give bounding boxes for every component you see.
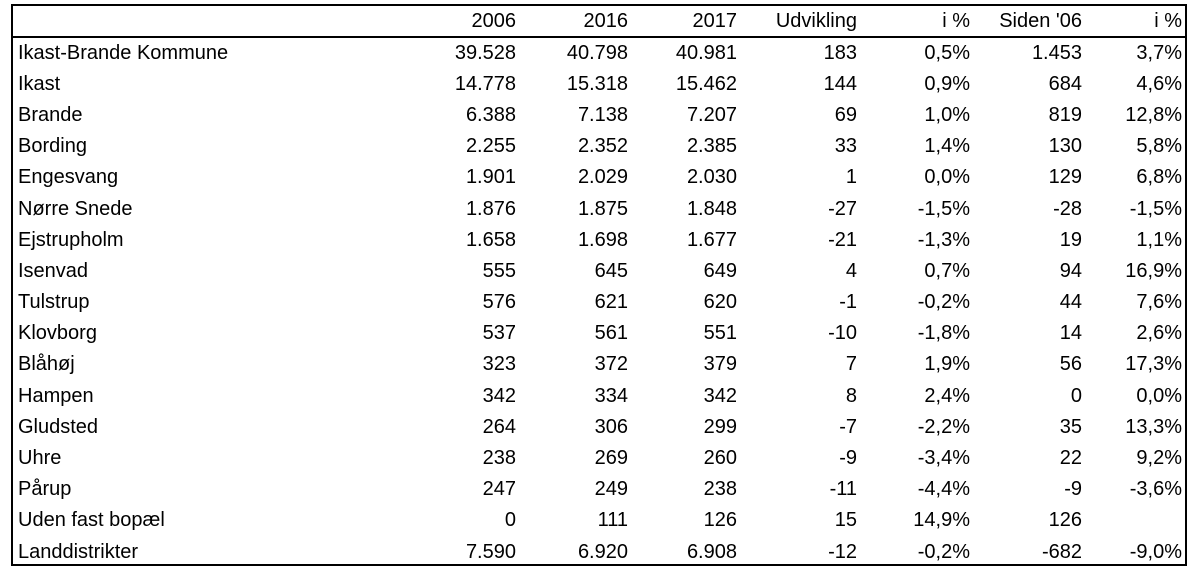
column-header-udvikling-pct: i % [942, 10, 970, 32]
table-row [13, 224, 1185, 255]
cell-area: Klovborg [18, 322, 97, 345]
cell-siden-06: 684 [1048, 72, 1082, 95]
cell-udvikling: 8 [845, 384, 857, 407]
cell-2006: 6.388 [465, 103, 516, 126]
table-row [13, 411, 1185, 442]
cell-udvikling-pct: 1,0% [924, 103, 970, 126]
table-row [13, 99, 1185, 130]
cell-area: Tulstrup [18, 291, 90, 314]
cell-area: Ikast-Brande Kommune [18, 42, 229, 65]
cell-2016: 1.875 [577, 197, 628, 220]
cell-udvikling-pct: -2,2% [917, 415, 970, 438]
cell-siden-06: -682 [1041, 540, 1082, 563]
cell-siden-06: 44 [1059, 291, 1082, 314]
cell-area: Uhre [18, 447, 62, 470]
column-header-siden-06: Siden '06 [999, 10, 1082, 32]
cell-udvikling-pct: 0,0% [924, 166, 970, 189]
cell-2016: 621 [594, 291, 628, 314]
cell-2006: 342 [482, 384, 516, 407]
table-row [13, 162, 1185, 193]
table-row [13, 255, 1185, 286]
cell-2016: 111 [597, 509, 628, 532]
cell-udvikling: 7 [845, 353, 857, 376]
cell-udvikling-pct: 0,7% [924, 259, 970, 282]
cell-2006: 537 [482, 322, 516, 345]
cell-udvikling: 144 [823, 72, 857, 95]
cell-area: Ikast [18, 72, 61, 95]
population-table-frame [11, 4, 1187, 566]
cell-2016: 334 [594, 384, 628, 407]
cell-2017: 649 [703, 259, 737, 282]
cell-udvikling: -10 [828, 322, 857, 345]
cell-2016: 7.138 [577, 103, 628, 126]
cell-siden-06: 22 [1059, 447, 1082, 470]
cell-2017: 6.908 [686, 540, 737, 563]
cell-2017: 620 [703, 291, 737, 314]
cell-siden-06: 130 [1048, 135, 1082, 158]
column-header-2006: 2006 [471, 10, 516, 32]
cell-udvikling-pct: -1,3% [917, 228, 970, 251]
cell-udvikling-pct: -1,5% [917, 197, 970, 220]
cell-udvikling-pct: 14,9% [913, 509, 970, 532]
cell-siden-06-pct: -3,6% [1129, 478, 1182, 501]
cell-udvikling-pct: 0,5% [924, 42, 970, 65]
cell-siden-06: 19 [1059, 228, 1082, 251]
cell-siden-06-pct: 0,0% [1136, 384, 1182, 407]
cell-siden-06-pct: 3,7% [1136, 42, 1182, 65]
table-row [13, 349, 1185, 380]
cell-udvikling-pct: 2,4% [924, 384, 970, 407]
cell-2006: 1.901 [465, 166, 516, 189]
column-header-2016: 2016 [583, 10, 628, 32]
column-header-2017: 2017 [692, 10, 737, 32]
cell-siden-06: 126 [1048, 509, 1082, 532]
cell-2016: 645 [594, 259, 628, 282]
cell-2017: 1.677 [686, 228, 737, 251]
cell-siden-06-pct: -9,0% [1129, 540, 1182, 563]
cell-2017: 238 [703, 478, 737, 501]
cell-udvikling: 69 [834, 103, 857, 126]
table-row [13, 287, 1185, 318]
cell-2017: 15.462 [675, 72, 737, 95]
cell-udvikling-pct: -3,4% [917, 447, 970, 470]
table-row [13, 536, 1185, 567]
cell-udvikling-pct: -0,2% [917, 540, 970, 563]
cell-2016: 372 [594, 353, 628, 376]
cell-2006: 238 [482, 447, 516, 470]
cell-udvikling-pct: 1,9% [924, 353, 970, 376]
cell-2006: 39.528 [454, 42, 516, 65]
cell-area: Pårup [18, 478, 72, 501]
cell-2006: 1.876 [465, 197, 516, 220]
cell-siden-06-pct: 1,1% [1136, 228, 1182, 251]
cell-2017: 379 [703, 353, 737, 376]
cell-udvikling: -12 [828, 540, 857, 563]
table-row [13, 380, 1185, 411]
cell-udvikling-pct: -1,8% [917, 322, 970, 345]
cell-udvikling: 1 [845, 166, 857, 189]
cell-siden-06-pct: 4,6% [1136, 72, 1182, 95]
cell-2006: 576 [482, 291, 516, 314]
cell-siden-06: 94 [1059, 259, 1082, 282]
cell-udvikling: 33 [834, 135, 857, 158]
table-body [13, 37, 1185, 567]
table-row [13, 193, 1185, 224]
cell-2017: 40.981 [675, 42, 737, 65]
cell-2017: 126 [703, 509, 737, 532]
cell-2016: 40.798 [566, 42, 628, 65]
cell-udvikling-pct: 1,4% [924, 135, 970, 158]
cell-siden-06: 14 [1059, 322, 1082, 345]
cell-siden-06: 0 [1070, 384, 1082, 407]
cell-siden-06-pct: 7,6% [1136, 291, 1182, 314]
cell-siden-06-pct: 17,3% [1125, 353, 1182, 376]
cell-area: Gludsted [18, 415, 99, 438]
cell-siden-06-pct: 16,9% [1125, 259, 1182, 282]
cell-2006: 2.255 [465, 135, 516, 158]
cell-udvikling-pct: -4,4% [917, 478, 970, 501]
cell-siden-06-pct: 9,2% [1136, 447, 1182, 470]
cell-siden-06-pct: 13,3% [1125, 415, 1182, 438]
cell-2017: 2.030 [686, 166, 737, 189]
cell-2006: 0 [504, 509, 516, 532]
table-row [13, 68, 1185, 99]
cell-area: Bording [18, 135, 87, 158]
column-header-area [13, 6, 388, 37]
cell-udvikling-pct: 0,9% [924, 72, 970, 95]
cell-udvikling: -11 [829, 478, 857, 501]
cell-siden-06-pct: -1,5% [1129, 197, 1182, 220]
cell-2016: 1.698 [577, 228, 628, 251]
table-row [13, 505, 1185, 536]
cell-area: Uden fast bopæl [18, 509, 165, 532]
cell-udvikling: -7 [839, 415, 857, 438]
table-row [13, 318, 1185, 349]
cell-udvikling: -21 [828, 228, 857, 251]
cell-area: Nørre Snede [18, 197, 133, 220]
cell-2017: 551 [703, 322, 737, 345]
cell-siden-06-pct [1085, 505, 1185, 536]
cell-udvikling: 4 [845, 259, 857, 282]
cell-udvikling: 15 [834, 509, 857, 532]
cell-siden-06: 35 [1059, 415, 1082, 438]
cell-2006: 247 [482, 478, 516, 501]
cell-2006: 7.590 [465, 540, 516, 563]
cell-siden-06-pct: 12,8% [1125, 103, 1182, 126]
cell-siden-06: 56 [1059, 353, 1082, 376]
cell-2006: 264 [482, 415, 516, 438]
table-row [13, 131, 1185, 162]
cell-area: Brande [18, 103, 83, 126]
cell-udvikling: -1 [839, 291, 857, 314]
cell-udvikling: -9 [839, 447, 857, 470]
cell-2006: 14.778 [454, 72, 516, 95]
cell-udvikling: 183 [823, 42, 857, 65]
cell-siden-06-pct: 6,8% [1136, 166, 1182, 189]
cell-area: Landdistrikter [18, 540, 139, 563]
cell-siden-06-pct: 2,6% [1136, 322, 1182, 345]
cell-siden-06: -9 [1064, 478, 1082, 501]
cell-area: Isenvad [18, 259, 89, 282]
cell-2006: 323 [482, 353, 516, 376]
cell-udvikling-pct: -0,2% [917, 291, 970, 314]
cell-area: Blåhøj [18, 353, 75, 376]
cell-area: Engesvang [18, 166, 119, 189]
cell-siden-06: -28 [1053, 197, 1082, 220]
table-row [13, 474, 1185, 505]
cell-area: Hampen [18, 384, 94, 407]
cell-siden-06: 1.453 [1031, 42, 1082, 65]
cell-2017: 260 [703, 447, 737, 470]
cell-2017: 1.848 [686, 197, 737, 220]
cell-2016: 15.318 [566, 72, 628, 95]
cell-2016: 6.920 [577, 540, 628, 563]
column-header-udvikling: Udvikling [775, 10, 857, 32]
cell-2006: 1.658 [465, 228, 516, 251]
table-header-row [13, 6, 1185, 37]
cell-2017: 299 [703, 415, 737, 438]
cell-2016: 561 [594, 322, 628, 345]
cell-2016: 306 [594, 415, 628, 438]
cell-2016: 249 [594, 478, 628, 501]
cell-udvikling: -27 [828, 197, 857, 220]
cell-2017: 7.207 [686, 103, 737, 126]
cell-2017: 342 [703, 384, 737, 407]
column-header-siden-06-pct: i % [1154, 10, 1182, 32]
population-table [13, 6, 1185, 567]
cell-2016: 2.029 [577, 166, 628, 189]
cell-2016: 269 [594, 447, 628, 470]
cell-2016: 2.352 [577, 135, 628, 158]
cell-2006: 555 [482, 259, 516, 282]
cell-area: Ejstrupholm [18, 228, 124, 251]
cell-siden-06: 129 [1048, 166, 1082, 189]
table-row [13, 37, 1185, 68]
cell-2017: 2.385 [686, 135, 737, 158]
table-row [13, 442, 1185, 473]
cell-siden-06-pct: 5,8% [1136, 135, 1182, 158]
cell-siden-06: 819 [1048, 103, 1082, 126]
